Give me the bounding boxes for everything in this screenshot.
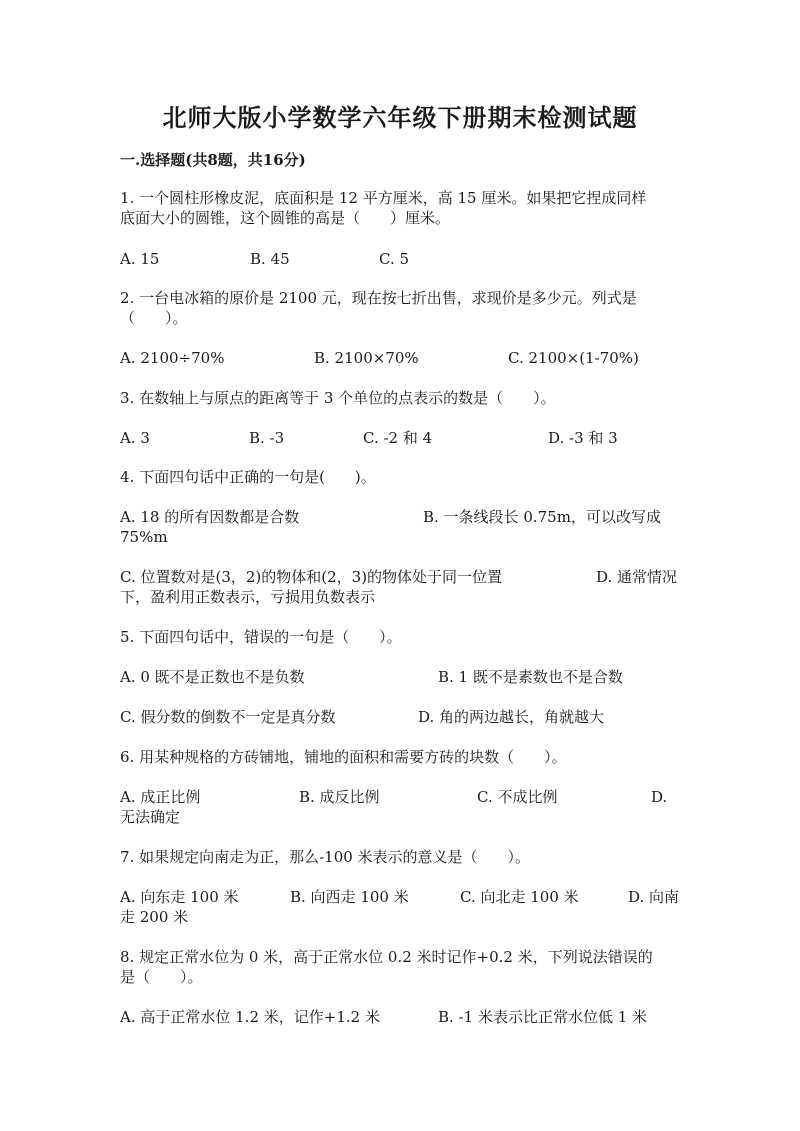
- question-8-text-line-1: 8. 规定正常水位为 0 米，高于正常水位 0.2 米时记作+0.2 米，下列说法错误的: [120, 948, 653, 966]
- question-5-option-d: D. 角的两边越长，角就越大: [418, 708, 605, 726]
- question-6-option-a: A. 成正比例: [120, 788, 201, 806]
- question-2-option-c: C. 2100×(1-70%): [508, 349, 639, 367]
- question-6-option-d-continued: 无法确定: [120, 808, 181, 826]
- question-4-option-a: A. 18 的所有因数都是合数: [120, 508, 300, 526]
- question-2-text-line-1: 2. 一台电冰箱的原价是 2100 元，现在按七折出售，求现价是多少元。列式是: [120, 289, 637, 307]
- section-heading: 一.选择题(共8题，共16分): [120, 151, 306, 169]
- question-6-option-d: D.: [651, 788, 668, 806]
- question-4-option-d-continued: 下，盈利用正数表示，亏损用负数表示: [120, 588, 376, 606]
- question-7-option-c: C. 向北走 100 米: [460, 888, 579, 906]
- question-3-option-c: C. -2 和 4: [363, 429, 433, 447]
- question-4-option-b-continued: 75%m: [120, 528, 168, 546]
- question-5-option-a: A. 0 既不是正数也不是负数: [120, 668, 305, 686]
- question-8-option-a: A. 高于正常水位 1.2 米，记作+1.2 米: [120, 1008, 380, 1026]
- question-1-option-c: C. 5: [379, 250, 410, 268]
- question-4-option-b: B. 一条线段长 0.75m，可以改写成: [423, 508, 661, 526]
- question-7-option-b: B. 向西走 100 米: [290, 888, 409, 906]
- question-6-text: 6. 用某种规格的方砖铺地，铺地的面积和需要方砖的块数（ ）。: [120, 748, 567, 766]
- question-7-option-d: D. 向南: [628, 888, 680, 906]
- question-7-text: 7. 如果规定向南走为正，那么-100 米表示的意义是（ ）。: [120, 848, 531, 866]
- question-4-text: 4. 下面四句话中正确的一句是( )。: [120, 468, 376, 486]
- question-7-option-a: A. 向东走 100 米: [120, 888, 239, 906]
- question-7-option-d-continued: 走 200 米: [120, 908, 189, 926]
- question-5-option-b: B. 1 既不是素数也不是合数: [438, 668, 623, 686]
- question-1-option-a: A. 15: [120, 250, 160, 268]
- question-4-option-c: C. 位置数对是(3，2)的物体和(2，3)的物体处于同一位置: [120, 568, 503, 586]
- question-5-option-c: C. 假分数的倒数不一定是真分数: [120, 708, 336, 726]
- question-5-text: 5. 下面四句话中，错误的一句是（ ）。: [120, 628, 402, 646]
- question-2-option-a: A. 2100÷70%: [120, 349, 225, 367]
- question-2-option-b: B. 2100×70%: [314, 349, 419, 367]
- question-3-option-b: B. -3: [249, 429, 285, 447]
- question-3-option-d: D. -3 和 3: [548, 429, 618, 447]
- question-1-text-line-2: 底面大小的圆锥，这个圆锥的高是（ ）厘米。: [120, 209, 451, 227]
- question-2-text-line-2: （ ）。: [120, 309, 188, 327]
- page-title: 北师大版小学数学六年级下册期末检测试题: [162, 103, 638, 132]
- question-8-option-b: B. -1 米表示比正常水位低 1 米: [438, 1008, 648, 1026]
- question-6-option-c: C. 不成比例: [477, 788, 558, 806]
- question-1-option-b: B. 45: [250, 250, 290, 268]
- question-8-text-line-2: 是（ ）。: [120, 968, 203, 986]
- question-3-text: 3. 在数轴上与原点的距离等于 3 个单位的点表示的数是（ ）。: [120, 389, 556, 407]
- question-3-option-a: A. 3: [120, 429, 150, 447]
- question-1-text-line-1: 1. 一个圆柱形橡皮泥，底面积是 12 平方厘米，高 15 厘米。如果把它捏成同样: [120, 189, 647, 207]
- question-4-option-d: D. 通常情况: [596, 568, 678, 586]
- question-6-option-b: B. 成反比例: [299, 788, 380, 806]
